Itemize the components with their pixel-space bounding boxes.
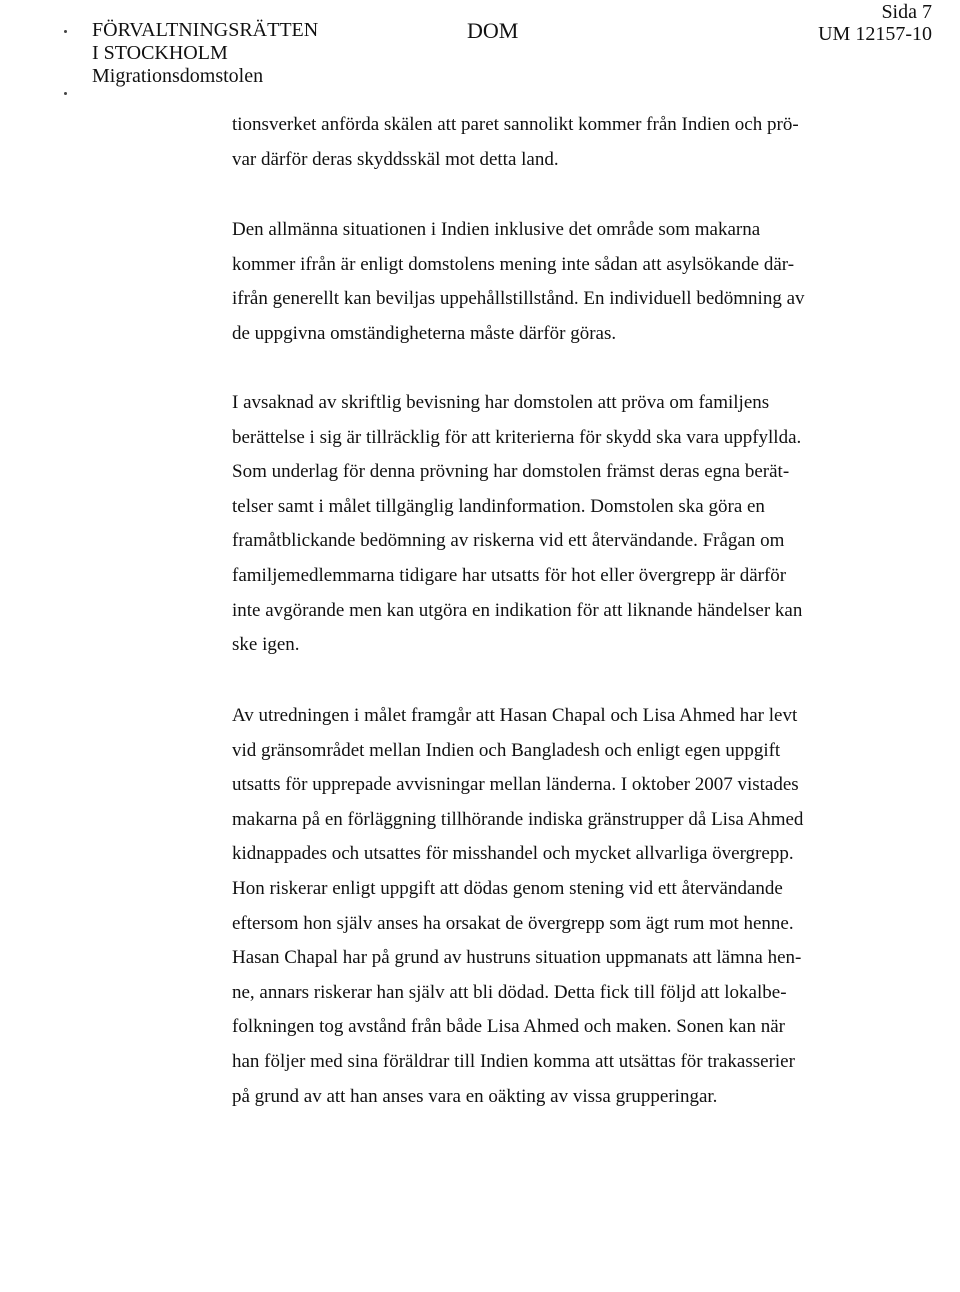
text-line: tionsverket anförda skälen att paret sannolikt kommer från Indien och prö-: [232, 114, 799, 135]
text-line: kommer ifrån är enligt domstolens mening inte sådan att asylsökande där-: [232, 253, 795, 275]
text-line: på grund av att han anses vara en oäkting av vissa grupperingar.: [232, 1085, 718, 1107]
text-line: framåtblickande bedömning av riskerna vid ett återvändande. Frågan om: [232, 530, 785, 552]
text-line: ske igen.: [232, 634, 300, 656]
text-line: familjemedlemmarna tidigare har utsatts för hot eller övergrepp är därför: [232, 564, 787, 586]
text-line: telser samt i målet tillgänglig landinformation. Domstolen ska göra en: [232, 495, 765, 517]
text-line: utsatts för upprepade avvisningar mellan länderna. I oktober 2007 vistades: [232, 774, 799, 796]
court-name-line1: FÖRVALTNINGSRÄTTEN: [92, 19, 319, 41]
text-line: I avsaknad av skriftlig bevisning har domstolen att pröva om familjens: [232, 392, 770, 413]
scan-speck: [64, 92, 67, 95]
body-paragraph: [232, 386, 850, 663]
text-line: Som underlag för denna prövning har domstolen främst deras egna berät-: [232, 461, 790, 483]
text-line: Hon riskerar enligt uppgift att dödas genom stening vid ett återvändande: [232, 877, 783, 899]
court-division: Migrationsdomstolen: [92, 65, 264, 87]
text-line: Hasan Chapal har på grund av hustruns situation uppmanats att lämna hen-: [232, 947, 802, 969]
scan-speck: [64, 30, 67, 33]
document-type: DOM: [467, 18, 519, 43]
text-line: de uppgivna omständigheterna måste därför göras.: [232, 322, 617, 344]
text-line: han följer med sina föräldrar till Indien komma att utsättas för trakasserier: [232, 1050, 795, 1072]
text-line: Den allmänna situationen i Indien inklusive det område som makarna: [232, 219, 761, 240]
body-paragraph: [232, 213, 850, 351]
page-number: Sida 7: [881, 1, 932, 23]
text-line: berättelse i sig är tillräcklig för att kriterierna för skydd ska vara uppfyllda.: [232, 426, 802, 448]
court-name-line2: I STOCKHOLM: [92, 42, 228, 64]
text-line: folkningen tog avstånd från både Lisa Ahmed och maken. Sonen kan när: [232, 1016, 785, 1038]
text-line: kidnappades och utsattes för misshandel och mycket allvarliga övergrepp.: [232, 843, 794, 865]
text-line: eftersom hon själv anses ha orsakat de övergrepp som ägt rum mot henne.: [232, 912, 794, 934]
text-line: makarna på en förläggning tillhörande indiska gränstrupper då Lisa Ahmed: [232, 808, 804, 830]
text-line: vid gränsområdet mellan Indien och Bangladesh och enligt egen uppgift: [232, 739, 781, 761]
text-line: var därför deras skyddsskäl mot detta land.: [232, 148, 559, 170]
text-line: ne, annars riskerar han själv att bli dödad. Detta fick till följd att lokalbe-: [232, 981, 787, 1003]
text-line: Av utredningen i målet framgår att Hasan Chapal och Lisa Ahmed har levt: [232, 705, 798, 726]
text-line: ifrån generellt kan beviljas uppehållstillstånd. En individuell bedömning av: [232, 288, 805, 310]
text-line: inte avgörande men kan utgöra en indikation för att liknande händelser kan: [232, 599, 803, 621]
body-paragraph: [232, 108, 850, 177]
body-paragraph: [232, 699, 850, 1114]
case-number: UM 12157-10: [818, 23, 932, 45]
